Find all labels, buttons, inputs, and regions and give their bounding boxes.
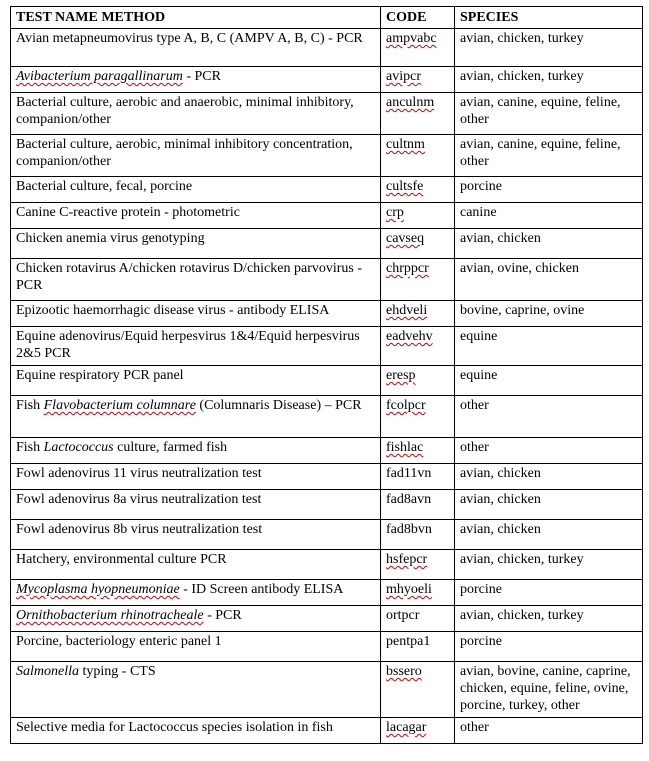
species: avian, ovine, chicken [455, 259, 643, 301]
test-code: lacagar [386, 720, 427, 735]
test-name: Epizootic haemorrhagic disease virus - antibody ELISA [11, 301, 381, 327]
test-code: pentpa1 [386, 634, 431, 649]
test-code: cultnm [386, 137, 425, 152]
test-code: eresp [386, 368, 416, 383]
test-name [11, 67, 381, 93]
test-code: anculnm [386, 95, 435, 110]
test-code: fad8bvn [386, 522, 432, 537]
species: bovine, caprine, ovine [455, 301, 643, 327]
species: porcine [455, 177, 643, 203]
species: avian, chicken, turkey [455, 29, 643, 67]
test-code: fad8avn [386, 492, 432, 507]
table-row [11, 550, 643, 580]
species: avian, chicken, turkey [455, 67, 643, 93]
table-row [11, 490, 643, 520]
test-name: Fowl adenovirus 8b virus neutralization test [11, 520, 381, 550]
test-name-suffix: - PCR [203, 608, 242, 623]
test-name: Equine respiratory PCR panel [11, 366, 381, 396]
test-name [11, 438, 381, 464]
species: other [455, 438, 643, 464]
table-row [11, 29, 643, 67]
test-code: bssero [386, 664, 422, 679]
test-name: Bacterial culture, fecal, porcine [11, 177, 381, 203]
table-row [11, 606, 643, 632]
table-row [11, 327, 643, 366]
table-row [11, 438, 643, 464]
table-row [11, 520, 643, 550]
table-row [11, 396, 643, 438]
table-row [11, 366, 643, 396]
test-code: fishlac [386, 440, 424, 455]
header-code: CODE [381, 7, 455, 29]
species: avian, bovine, canine, caprine, chicken, equine, feline, ovine, porcine, turkey, other [455, 662, 643, 718]
species: avian, chicken [455, 464, 643, 490]
species: equine [455, 366, 643, 396]
test-name-suffix: - PCR [182, 69, 221, 84]
species: avian, chicken, turkey [455, 550, 643, 580]
table-row [11, 580, 643, 606]
species: avian, canine, equine, feline, other [455, 135, 643, 177]
species: avian, chicken [455, 229, 643, 259]
test-name-prefix: Fish [16, 440, 44, 455]
test-code: cavseq [386, 231, 425, 246]
test-name [11, 396, 381, 438]
test-name: Equine adenovirus/Equid herpesvirus 1&4/Equid herpesvirus 2&5 PCR [11, 327, 381, 366]
header-test-name: TEST NAME METHOD [11, 7, 381, 29]
table-row [11, 301, 643, 327]
species: avian, chicken [455, 490, 643, 520]
header-row [11, 7, 643, 29]
test-name-italic: Salmonella [16, 664, 79, 679]
test-code: ortpcr [386, 608, 420, 623]
test-code: hsfepcr [386, 552, 428, 567]
test-name: Porcine, bacteriology enteric panel 1 [11, 632, 381, 662]
species: porcine [455, 580, 643, 606]
test-name [11, 580, 381, 606]
species: other [455, 396, 643, 438]
test-name: Avian metapneumovirus type A, B, C (AMPV A, B, C) - PCR [11, 29, 381, 67]
test-name-italic: Avibacterium paragallinarum [16, 69, 183, 84]
test-code: crp [386, 205, 404, 220]
test-code: ampvabc [386, 31, 437, 46]
test-name-suffix: (Columnaris Disease) – PCR [195, 398, 362, 413]
table-row [11, 93, 643, 135]
header-species: SPECIES [455, 7, 643, 29]
table-row [11, 718, 643, 744]
test-code: avipcr [386, 69, 421, 84]
test-name: Bacterial culture, aerobic, minimal inhibitory concentration, companion/other [11, 135, 381, 177]
table-row [11, 135, 643, 177]
species: porcine [455, 632, 643, 662]
test-name [11, 606, 381, 632]
test-name-suffix: - ID Screen antibody ELISA [179, 582, 344, 597]
table-row [11, 464, 643, 490]
test-table [10, 6, 643, 744]
test-code: ehdveli [386, 303, 428, 318]
test-name: Selective media for Lactococcus species isolation in fish [11, 718, 381, 744]
table-row [11, 662, 643, 718]
species: avian, canine, equine, feline, other [455, 93, 643, 135]
test-name: Canine C-reactive protein - photometric [11, 203, 381, 229]
species: avian, chicken [455, 520, 643, 550]
table-row [11, 67, 643, 93]
table-row [11, 632, 643, 662]
test-name: Fowl adenovirus 11 virus neutralization test [11, 464, 381, 490]
species: equine [455, 327, 643, 366]
test-name-italic: Flavobacterium columnare [43, 398, 196, 413]
test-code: mhyoeli [386, 582, 432, 597]
species: other [455, 718, 643, 744]
test-name: Bacterial culture, aerobic and anaerobic, minimal inhibitory, companion/other [11, 93, 381, 135]
test-name-italic: Lactococcus [43, 440, 114, 455]
test-code: eadvehv [386, 329, 433, 344]
species: canine [455, 203, 643, 229]
test-name-suffix: culture, farmed fish [113, 440, 228, 455]
test-name [11, 662, 381, 718]
test-name: Fowl adenovirus 8a virus neutralization test [11, 490, 381, 520]
table-row [11, 259, 643, 301]
test-name-prefix: Fish [16, 398, 44, 413]
test-code: fad11vn [386, 466, 432, 481]
table-row [11, 229, 643, 259]
species: avian, chicken, turkey [455, 606, 643, 632]
test-name-italic: Ornithobacterium rhinotracheale [16, 608, 204, 623]
test-code: chrppcr [386, 261, 429, 276]
test-code: fcolpcr [386, 398, 426, 413]
test-code: cultsfe [386, 179, 424, 194]
table-row [11, 203, 643, 229]
table-row [11, 177, 643, 203]
test-name: Hatchery, environmental culture PCR [11, 550, 381, 580]
test-name: Chicken anemia virus genotyping [11, 229, 381, 259]
test-name-italic: Mycoplasma hyopneumoniae [16, 582, 180, 597]
test-name: Chicken rotavirus A/chicken rotavirus D/chicken parvovirus - PCR [11, 259, 381, 301]
test-name-suffix: typing - CTS [79, 664, 156, 679]
